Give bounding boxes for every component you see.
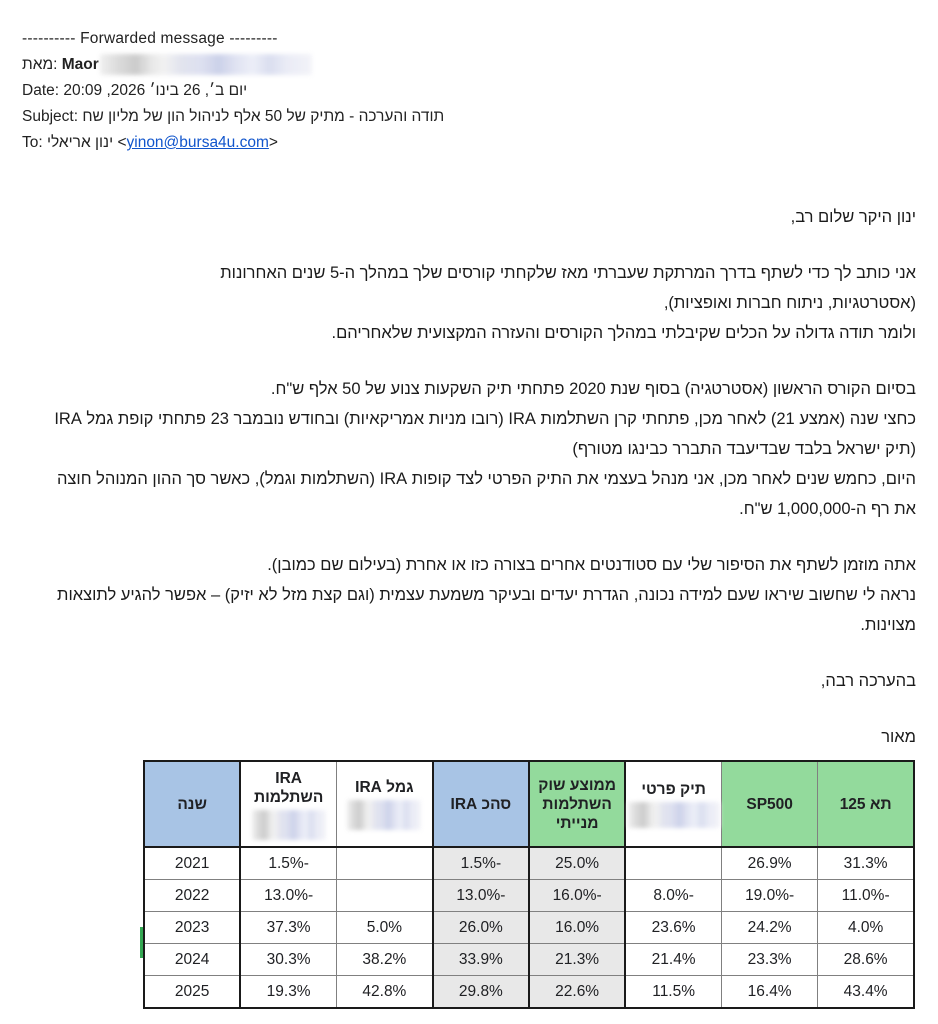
cell-private[interactable]: 11.5%	[625, 976, 721, 1009]
redacted-header-gemel-ira	[347, 800, 421, 830]
to-bracket-close: >	[268, 134, 278, 151]
paragraph-3-line-3: מצוינות.	[860, 616, 916, 634]
paragraph-2-line-2: כחצי שנה (אמצע 21) לאחר מכן, פתחתי קרן השתלמות IRA (רובו מניות אמריקאיות) ובחודש נובמבר 23 פתחתי קופת גמל IRA	[54, 410, 916, 428]
cell-year[interactable]: 2021	[144, 847, 240, 880]
paragraph-1-line-2: (אסטרטגיות, ניתוח חברות ואופציות),	[663, 294, 916, 312]
forwarded-separator: ---------- Forwarded message ---------	[22, 30, 278, 47]
cell-sp500[interactable]: 16.4%	[722, 976, 818, 1009]
cell-ta125[interactable]: -11.0%	[818, 880, 914, 912]
body-paragraph-2	[22, 374, 916, 524]
cell-ira-hishtalmut[interactable]: -1.5%	[240, 847, 336, 880]
cell-sp500[interactable]: -19.0%	[722, 880, 818, 912]
redacted-sender-block	[100, 54, 312, 75]
cell-market-average[interactable]: 22.6%	[529, 976, 625, 1009]
table-row[interactable]	[144, 976, 914, 1009]
header-label-private-portfolio: תיק פרטי	[641, 781, 706, 798]
paragraph-2-line-5: את רף ה-1,000,000 ש"ח.	[739, 500, 916, 518]
cell-sp500[interactable]: 26.9%	[722, 847, 818, 880]
performance-table	[143, 760, 915, 1009]
table-row[interactable]	[144, 847, 914, 880]
subject-label: Subject:	[22, 108, 79, 125]
from-line	[22, 52, 938, 78]
paragraph-1-line-3: ולומר תודה גדולה על הכלים שקיבלתי במהלך הקורסים והעזרה המקצועית שלאחריהם.	[331, 324, 916, 342]
cell-private[interactable]: 21.4%	[625, 944, 721, 976]
from-name: Maor	[61, 56, 99, 73]
signature-line: מאור	[881, 728, 916, 746]
body-paragraph-1	[22, 258, 916, 348]
cell-ira-total[interactable]: 33.9%	[433, 944, 529, 976]
cell-sp500[interactable]: 23.3%	[722, 944, 818, 976]
header-label-market-average: ממוצע שוק השתלמות מנייתי	[538, 776, 617, 832]
cell-year[interactable]: 2025	[144, 976, 240, 1009]
cell-year[interactable]: 2023	[144, 912, 240, 944]
to-bracket-open: <	[117, 134, 127, 151]
date-label: Date:	[22, 82, 60, 99]
cell-ira-hishtalmut[interactable]: 30.3%	[240, 944, 336, 976]
header-cell-ta125[interactable]	[818, 761, 914, 847]
redacted-header-private-portfolio	[628, 802, 720, 828]
header-label-year: שנה	[177, 795, 207, 813]
cell-market-average[interactable]: 21.3%	[529, 944, 625, 976]
header-label-ta125: תא 125	[839, 795, 892, 813]
header-cell-year[interactable]	[144, 761, 240, 847]
header-label-sp500: SP500	[746, 795, 793, 813]
header-cell-sp500[interactable]	[722, 761, 818, 847]
row-selection-marker	[140, 927, 143, 958]
cell-ira-total[interactable]: -13.0%	[433, 880, 529, 912]
from-label: מאת:	[22, 56, 58, 73]
cell-private[interactable]: 23.6%	[625, 912, 721, 944]
cell-ira-hishtalmut[interactable]: -13.0%	[240, 880, 336, 912]
header-cell-private-portfolio[interactable]	[625, 761, 721, 847]
body-signature	[22, 722, 916, 752]
header-label-ira-total: סהכ IRA	[450, 795, 512, 813]
cell-ira-total[interactable]: -1.5%	[433, 847, 529, 880]
date-value: יום ב׳, 26 בינו׳ 2026, 20:09	[63, 82, 248, 99]
message-body	[0, 202, 938, 752]
body-closing	[22, 666, 916, 696]
cell-gemel-ira[interactable]: 38.2%	[337, 944, 433, 976]
header-label-ira-hishtalmut: IRA השתלמות	[253, 769, 324, 806]
cell-ira-total[interactable]: 29.8%	[433, 976, 529, 1009]
recipient-email-link[interactable]: yinon@bursa4u.com	[126, 134, 269, 151]
cell-market-average[interactable]: 16.0%	[529, 912, 625, 944]
subject-line	[22, 104, 938, 130]
redacted-header-ira-hishtalmut	[252, 810, 326, 840]
header-cell-gemel-ira[interactable]	[337, 761, 433, 847]
to-label: To:	[22, 134, 43, 151]
cell-year[interactable]: 2022	[144, 880, 240, 912]
body-greeting	[22, 202, 916, 232]
table-head	[144, 761, 914, 847]
paragraph-1-line-1: אני כותב לך כדי לשתף בדרך המרתקת שעברתי מאז שלקחתי קורסים שלך במהלך ה-5 שנים האחרונות	[220, 264, 916, 282]
header-label-gemel-ira: גמל IRA	[355, 779, 414, 796]
closing-line: בהערכה רבה,	[820, 672, 916, 690]
cell-ira-total[interactable]: 26.0%	[433, 912, 529, 944]
cell-market-average[interactable]: 25.0%	[529, 847, 625, 880]
paragraph-2-line-3: (תיק ישראל בלבד שבדיעבד התברר כבינגו מטורף)	[572, 440, 916, 458]
paragraph-3-line-2: נראה לי שחשוב שיראו שעם למידה נכונה, הגדרת יעדים ובעיקר משמעת עצמית (וגם קצת מזל לא יזיק) – אפשר להגיע לתוצאות	[57, 586, 916, 604]
cell-ta125[interactable]: 31.3%	[818, 847, 914, 880]
greeting-line: ינון היקר שלום רב,	[790, 208, 916, 226]
paragraph-3-line-1: אתה מוזמן לשתף את הסיפור שלי עם סטודנטים אחרים בצורה כזו או אחרת (בעילום שם כמובן).	[267, 556, 916, 574]
cell-sp500[interactable]: 24.2%	[722, 912, 818, 944]
cell-gemel-ira[interactable]	[337, 847, 433, 880]
header-cell-ira-hishtalmut[interactable]	[240, 761, 336, 847]
paragraph-2-line-1: בסיום הקורס הראשון (אסטרטגיה) בסוף שנת 2020 פתחתי תיק השקעות צנוע של 50 אלף ש"ח.	[270, 380, 916, 398]
subject-value: תודה והערכה - מתיק של 50 אלף לניהול הון של מליון שח	[82, 108, 445, 125]
cell-gemel-ira[interactable]: 42.8%	[337, 976, 433, 1009]
paragraph-2-line-4: היום, כחמש שנים לאחר מכן, אני מנהל בעצמי את התיק הפרטי לצד קופות IRA (השתלמות וגמל), כאשר סך ההון המנוהל חוצה	[56, 470, 916, 488]
to-line	[22, 130, 938, 156]
cell-ta125[interactable]: 4.0%	[818, 912, 914, 944]
header-cell-market-average[interactable]	[529, 761, 625, 847]
to-recipient-name: ינון אריאלי	[47, 134, 114, 151]
cell-ta125[interactable]: 43.4%	[818, 976, 914, 1009]
body-paragraph-3	[22, 550, 916, 640]
cell-private[interactable]	[625, 847, 721, 880]
cell-year[interactable]: 2024	[144, 944, 240, 976]
cell-market-average[interactable]: -16.0%	[529, 880, 625, 912]
cell-gemel-ira[interactable]	[337, 880, 433, 912]
cell-ira-hishtalmut[interactable]: 37.3%	[240, 912, 336, 944]
date-line	[22, 78, 938, 104]
table-body	[144, 847, 914, 1008]
cell-gemel-ira[interactable]: 5.0%	[337, 912, 433, 944]
table-row[interactable]	[144, 944, 914, 976]
table-row[interactable]	[144, 880, 914, 912]
table-header-row	[144, 761, 914, 847]
table-row[interactable]	[144, 912, 914, 944]
forwarded-header	[0, 0, 938, 156]
cell-ta125[interactable]: 28.6%	[818, 944, 914, 976]
performance-table-wrapper	[143, 760, 915, 1009]
cell-private[interactable]: -8.0%	[625, 880, 721, 912]
header-cell-ira-total[interactable]	[433, 761, 529, 847]
cell-ira-hishtalmut[interactable]: 19.3%	[240, 976, 336, 1009]
